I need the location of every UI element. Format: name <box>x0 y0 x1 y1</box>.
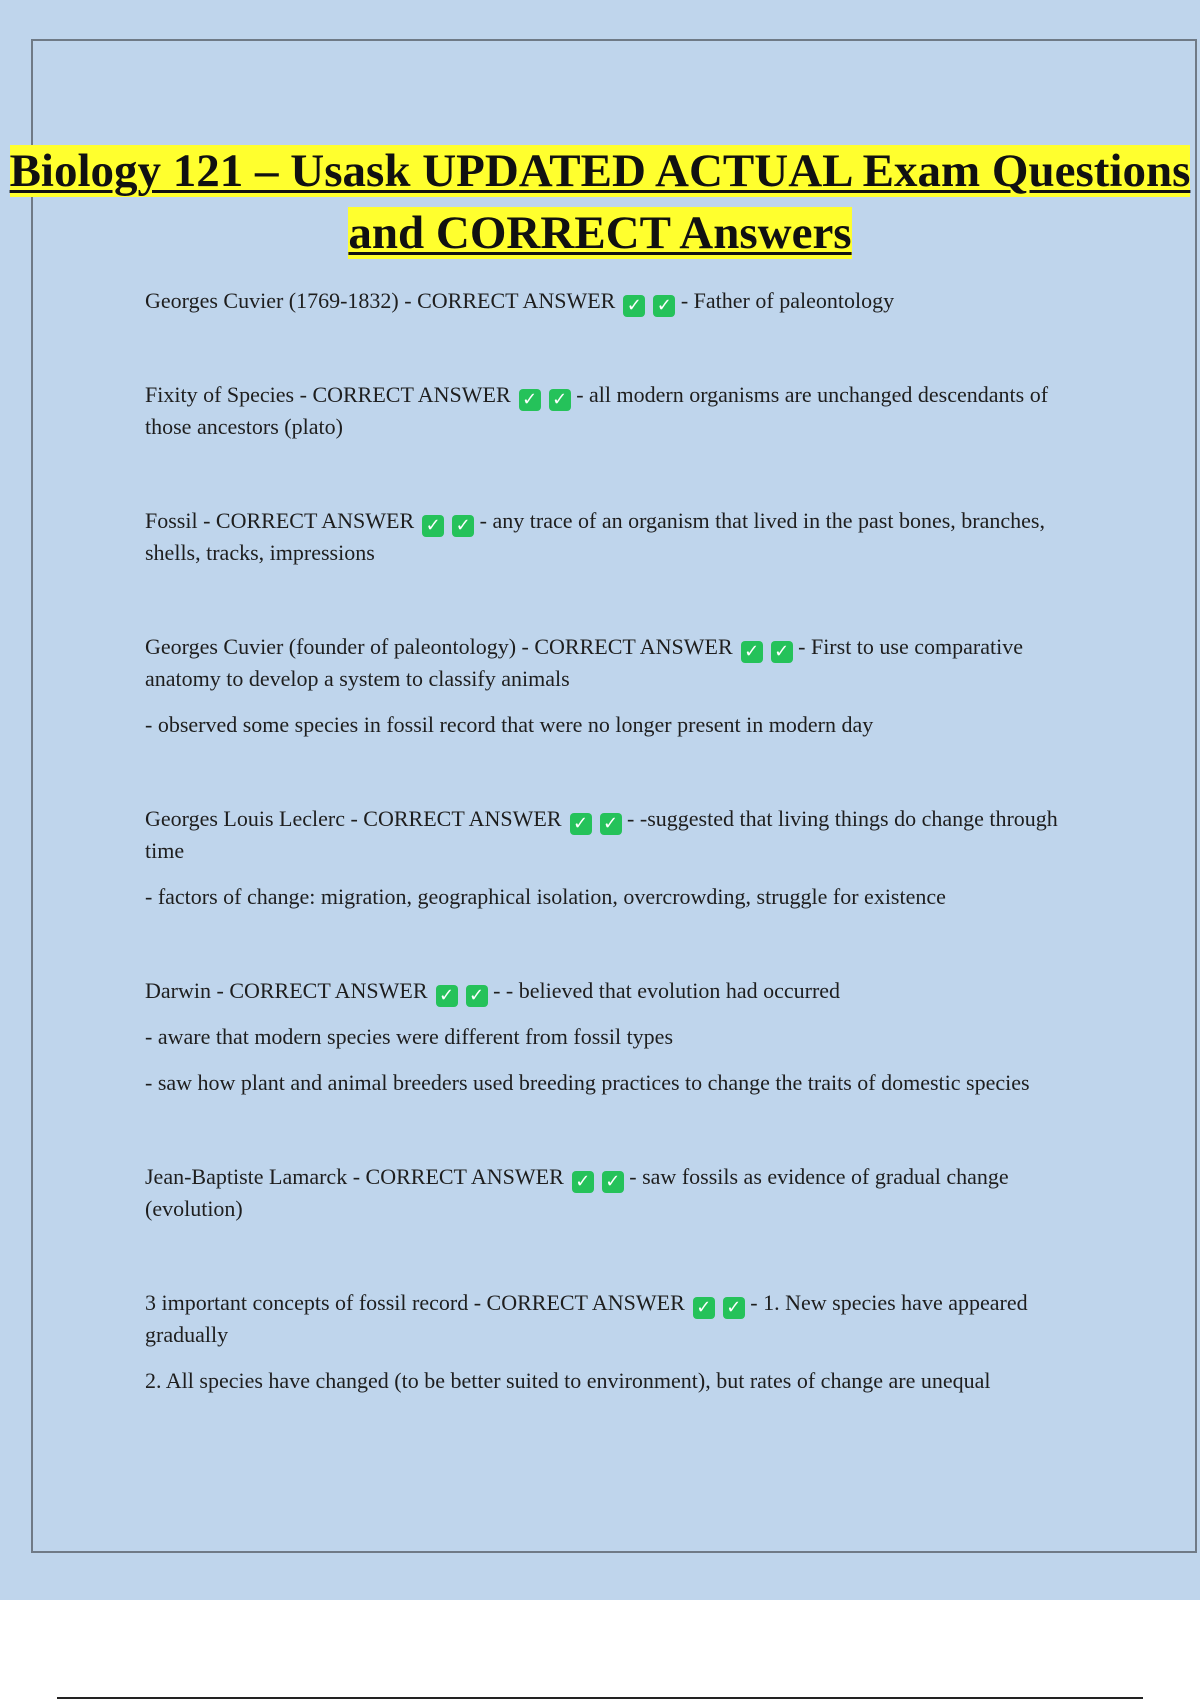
check-mark-icon: ✓ <box>549 389 571 411</box>
term-text: Georges Louis Leclerc <box>145 806 345 831</box>
term-text: Fossil <box>145 508 198 533</box>
qa-entry <box>145 975 1085 1099</box>
qa-entry <box>145 505 1085 569</box>
qa-entry <box>145 1287 1085 1397</box>
footer-rule <box>57 1697 1143 1699</box>
check-mark-icon: ✓ <box>452 515 474 537</box>
check-mark-icon: ✓ <box>741 641 763 663</box>
qa-line: Darwin - CORRECT ANSWER ✓ ✓ - - believed that evolution had occurred <box>145 978 841 1006</box>
answer-detail: 2. All species have changed (to be better suited to environment), but rates of change are unequal <box>145 1368 991 1393</box>
term-text: Fixity of Species <box>145 382 295 407</box>
check-mark-icon: ✓ <box>422 515 444 537</box>
qa-line: Georges Cuvier (founder of paleontology) - CORRECT ANSWER ✓ ✓ - First to use comparative anatomy to develop a system to classify animals <box>145 634 1023 691</box>
qa-entry <box>145 803 1085 913</box>
correct-answer-label: CORRECT ANSWER <box>365 1164 564 1189</box>
check-mark-icon: ✓ <box>653 295 675 317</box>
answer-text: First to use comparative anatomy to develop a system to classify animals <box>145 634 1023 691</box>
title-block <box>0 140 1200 264</box>
answer-text: saw fossils as evidence of gradual change (evolution) <box>145 1164 1009 1221</box>
check-mark-icon: ✓ <box>723 1297 745 1319</box>
term-text: Georges Cuvier (founder of paleontology) <box>145 634 517 659</box>
qa-line: Georges Louis Leclerc - CORRECT ANSWER ✓ ✓ - -suggested that living things do change through time <box>145 806 1058 863</box>
check-mark-icon: ✓ <box>600 813 622 835</box>
qa-list <box>145 285 1085 1459</box>
qa-entry <box>145 285 1085 317</box>
qa-entry <box>145 379 1085 443</box>
correct-answer-label: CORRECT ANSWER <box>229 978 428 1003</box>
answer-text: any trace of an organism that lived in the past bones, branches, shells, tracks, impressions <box>145 508 1045 565</box>
answer-text: - believed that evolution had occurred <box>505 978 841 1003</box>
check-mark-icon: ✓ <box>623 295 645 317</box>
term-text: Darwin <box>145 978 211 1003</box>
qa-line: Georges Cuvier (1769-1832) - CORRECT ANSWER ✓ ✓ - Father of paleontology <box>145 288 895 316</box>
correct-answer-label: CORRECT ANSWER <box>534 634 733 659</box>
term-text: Jean-Baptiste Lamarck <box>145 1164 348 1189</box>
check-mark-icon: ✓ <box>570 813 592 835</box>
answer-detail: - saw how plant and animal breeders used breeding practices to change the traits of domestic species <box>145 1070 1030 1095</box>
correct-answer-label: CORRECT ANSWER <box>486 1290 685 1315</box>
check-mark-icon: ✓ <box>771 641 793 663</box>
answer-text: 1. New species have appeared gradually <box>145 1290 1028 1347</box>
correct-answer-label: CORRECT ANSWER <box>363 806 562 831</box>
term-text: Georges Cuvier (1769-1832) <box>145 288 399 313</box>
check-mark-icon: ✓ <box>519 389 541 411</box>
check-mark-icon: ✓ <box>466 985 488 1007</box>
correct-answer-label: CORRECT ANSWER <box>312 382 511 407</box>
qa-entry <box>145 631 1085 741</box>
document-title: Biology 121 – Usask UPDATED ACTUAL Exam Questions and CORRECT Answers <box>9 145 1191 259</box>
qa-line: Fixity of Species - CORRECT ANSWER ✓ ✓ - all modern organisms are unchanged descendants of those ancestors (plato) <box>145 382 1049 439</box>
check-mark-icon: ✓ <box>602 1171 624 1193</box>
answer-text: -suggested that living things do change through time <box>145 806 1058 863</box>
correct-answer-label: CORRECT ANSWER <box>417 288 616 313</box>
qa-line: Jean-Baptiste Lamarck - CORRECT ANSWER ✓ ✓ - saw fossils as evidence of gradual change (evolution) <box>145 1164 1009 1221</box>
answer-detail: - aware that modern species were different from fossil types <box>145 1024 674 1049</box>
term-text: 3 important concepts of fossil record <box>145 1290 469 1315</box>
correct-answer-label: CORRECT ANSWER <box>215 508 415 533</box>
check-mark-icon: ✓ <box>693 1297 715 1319</box>
qa-line: Fossil - CORRECT ANSWER ✓ ✓ - any trace of an organism that lived in the past bones, branches, shells, tracks, impressions <box>145 508 1045 565</box>
check-mark-icon: ✓ <box>436 985 458 1007</box>
answer-detail: - factors of change: migration, geographical isolation, overcrowding, struggle for existence <box>145 884 946 909</box>
answer-text: all modern organisms are unchanged descendants of those ancestors (plato) <box>145 382 1049 439</box>
answer-detail: - observed some species in fossil record that were no longer present in modern day <box>145 712 874 737</box>
answer-text: Father of paleontology <box>693 288 895 313</box>
qa-line: 3 important concepts of fossil record - CORRECT ANSWER ✓ ✓ - 1. New species have appeared gradually <box>145 1290 1028 1347</box>
check-mark-icon: ✓ <box>572 1171 594 1193</box>
qa-entry <box>145 1161 1085 1225</box>
